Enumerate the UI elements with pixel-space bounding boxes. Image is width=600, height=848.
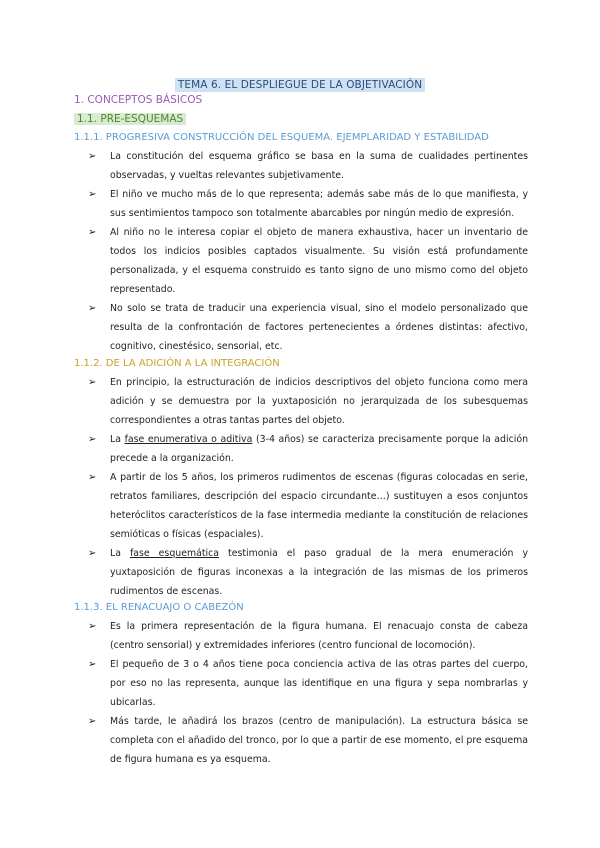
term-fase-enumerativa: fase enumerativa o aditiva: [124, 434, 253, 445]
arrow-bullet-icon: ➢: [88, 659, 97, 670]
arrow-bullet-icon: ➢: [88, 716, 97, 727]
arrow-bullet-icon: ➢: [88, 189, 97, 200]
arrow-bullet-icon: ➢: [88, 151, 97, 162]
list-item-text: Es la primera representación de la figura humana. El renacuajo consta de cabeza (centro sensorial) y extremidades inferiores (centro funcional de locomoción).: [110, 621, 528, 651]
list-item: [88, 185, 528, 223]
arrow-bullet-icon: ➢: [88, 472, 97, 483]
list-item: [88, 617, 528, 655]
list-item-text: A partir de los 5 años, los primeros rudimentos de escenas (figuras colocadas en serie, retratos familiares, descripción del espacio circundante…) sustituyen a esos conjuntos heteróclitos característicos de la fase intermedia mediante la constitución de relaciones semióticas o físicas (espaciales).: [110, 472, 528, 540]
list-item-text: Más tarde, le añadirá los brazos (centro de manipulación). La estructura básica se completa con el añadido del tronco, por lo que a partir de ese momento, el pre esquema de figura humana es ya esquema.: [110, 716, 528, 765]
list-item: [88, 223, 528, 299]
list-item-text-post: (3-4 años) se caracteriza precisamente porque la adición precede a la organización.: [110, 434, 529, 464]
list-item-text: La constitución del esquema gráfico se basa en la suma de cualidades pertinentes observadas, y vueltas relevantes subjetivamente.: [110, 151, 528, 181]
list-item-text: En principio, la estructuración de indicios descriptivos del objeto funciona como mera adición y se demuestra por la yuxtaposición no jerarquizada de los subesquemas correspondientes a otras tantas partes del objeto.: [110, 377, 528, 426]
list-item-text: Al niño no le interesa copiar el objeto de manera exhaustiva, hacer un inventario de todos los indicios posibles captados visualmente. Su visión está profundamente personalizada, y el esquema construido es tanto signo de uno mismo como del objeto representado.: [110, 227, 528, 295]
list-item: [88, 430, 528, 468]
arrow-bullet-icon: ➢: [88, 434, 97, 445]
list-item: [88, 544, 528, 601]
heading-section-2: 1.1.2. DE LA ADICIÓN A LA INTEGRACIÓN: [74, 358, 280, 369]
term-fase-esquematica: fase esquemática: [129, 548, 220, 559]
heading-section-1: 1.1.1. PROGRESIVA CONSTRUCCIÓN DEL ESQUEMA. EJEMPLARIDAD Y ESTABILIDAD: [74, 132, 489, 143]
list-item: [88, 655, 528, 712]
list-item: [88, 468, 528, 544]
list-item-text-pre: La: [110, 548, 130, 559]
heading-section-3: 1.1.3. EL RENACUAJO O CABEZÓN: [74, 602, 244, 613]
arrow-bullet-icon: ➢: [88, 227, 97, 238]
list-item-text-pre: La: [110, 434, 125, 445]
list-item-text: El pequeño de 3 o 4 años tiene poca conciencia activa de las otras partes del cuerpo, por eso no las representa, aunque las identifique en una figura y sepa nombrarlas y ubicarlas.: [110, 659, 528, 708]
bullet-list-section-2: [88, 373, 528, 601]
arrow-bullet-icon: ➢: [88, 548, 97, 559]
title-container: [0, 73, 600, 92]
list-item: [88, 373, 528, 430]
list-item: [88, 299, 528, 356]
list-item: [88, 712, 528, 769]
document-title: TEMA 6. EL DESPLIEGUE DE LA OBJETIVACIÓN: [175, 78, 425, 92]
arrow-bullet-icon: ➢: [88, 621, 97, 632]
heading-pre-esquemas: 1.1. PRE-ESQUEMAS: [74, 113, 186, 125]
list-item: [88, 147, 528, 185]
bullet-list-section-1: [88, 147, 528, 356]
heading-conceptos-basicos: 1. CONCEPTOS BÁSICOS: [74, 94, 203, 106]
list-item-text: El niño ve mucho más de lo que representa; además sabe más de lo que manifiesta, y sus sentimientos tampoco son totalmente abarcables por ningún medio de expresión.: [110, 189, 528, 219]
list-item-text-post: testimonia el paso gradual de la mera enumeración y yuxtaposición de figuras inconexas a la integración de las mismas de los primeros rudimentos de escenas.: [110, 548, 528, 597]
bullet-list-section-3: [88, 617, 528, 769]
arrow-bullet-icon: ➢: [88, 303, 97, 314]
list-item-text: No solo se trata de traducir una experiencia visual, sino el modelo personalizado que resulta de la confrontación de factores pertenecientes a órdenes distintas: afectivo, cognitivo, cinestésico, sensorial, etc.: [110, 303, 528, 352]
arrow-bullet-icon: ➢: [88, 377, 97, 388]
